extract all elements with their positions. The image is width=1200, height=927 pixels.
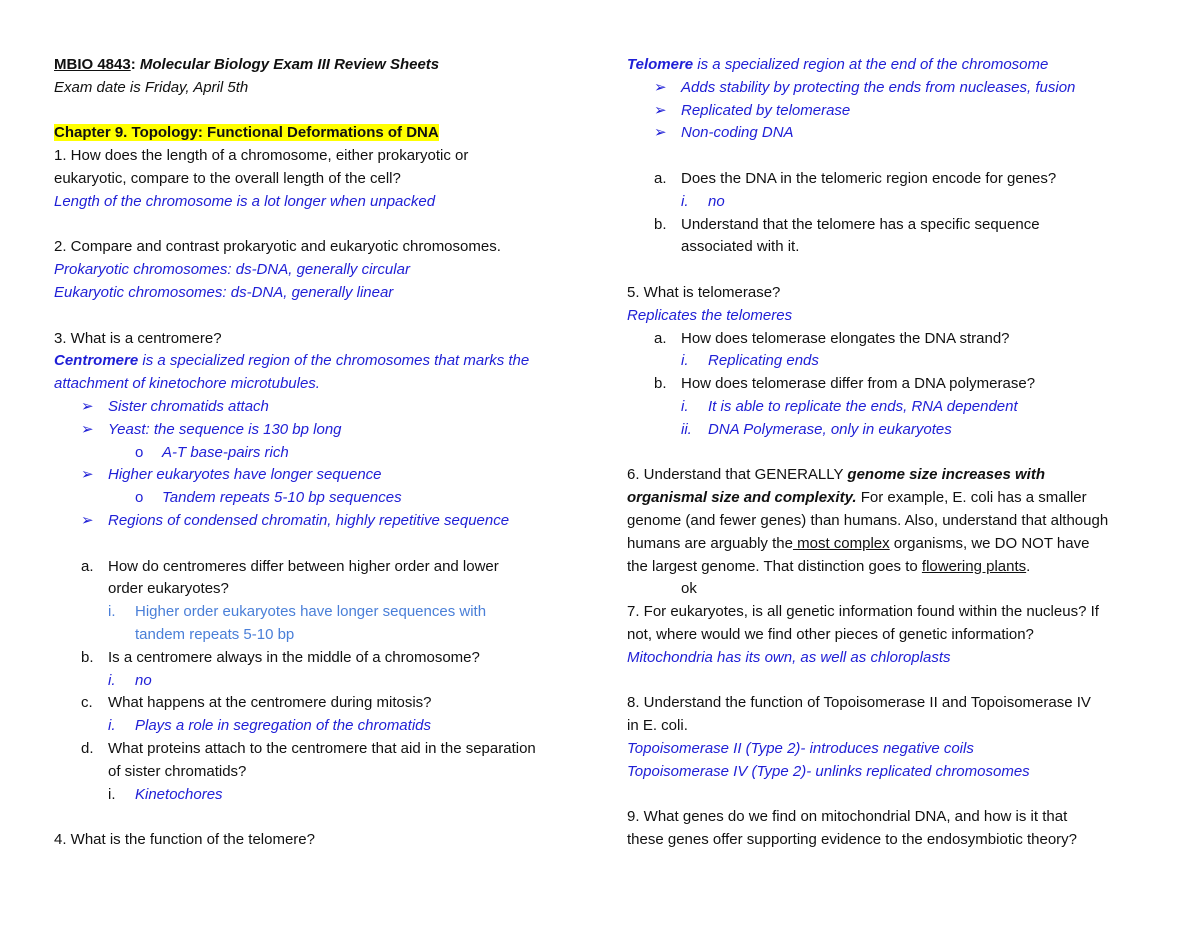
arrow-bullet-icon: ➢ bbox=[81, 466, 94, 484]
arrow-bullet-icon: ➢ bbox=[654, 124, 667, 142]
q6-line3: genome (and fewer genes) than humans. Also, understand that although bbox=[627, 511, 1109, 529]
q5-sub-b: b. How does telomerase differ from a DNA polymerase? bbox=[654, 375, 1036, 393]
list-item: ➢ Higher eukaryotes have longer sequence bbox=[54, 464, 584, 487]
q5-sub-a: a. How does telomerase elongates the DNA strand? bbox=[654, 329, 1010, 347]
course-code: MBIO 4843 bbox=[54, 56, 131, 73]
a8-topo-ii: Topoisomerase II (Type 2)- introduces negative coils bbox=[627, 739, 974, 757]
q6-line4: humans are arguably the most complex organisms, we DO NOT have bbox=[627, 534, 1090, 552]
chapter-heading: Chapter 9. Topology: Functional Deformations of DNA bbox=[54, 124, 439, 142]
header-line bbox=[54, 54, 584, 77]
list-item: ➢ Yeast: the sequence is 130 bp long bbox=[54, 419, 584, 442]
arrow-bullet-icon: ➢ bbox=[81, 397, 94, 415]
a1: Length of the chromosome is a lot longer when unpacked bbox=[54, 192, 436, 210]
left-column bbox=[54, 54, 584, 852]
arrow-bullet-icon: ➢ bbox=[654, 101, 667, 119]
exam-date: Exam date is Friday, April 5th bbox=[54, 78, 249, 96]
q3: 3. What is a centromere? bbox=[54, 329, 222, 347]
sub-question-a: a. Does the DNA in the telomeric region encode for genes? bbox=[654, 169, 1057, 187]
doc-title: Molecular Biology Exam III Review Sheets bbox=[135, 56, 440, 73]
a5: Replicates the telomeres bbox=[627, 306, 793, 324]
course-colon: : bbox=[130, 56, 136, 73]
q6-line5: the largest genome. That distinction goes to flowering plants. bbox=[627, 557, 1031, 575]
a3-line1: Centromere is a specialized region of the chromosomes that marks the bbox=[54, 352, 530, 370]
arrow-bullet-icon: ➢ bbox=[654, 78, 667, 96]
right-column bbox=[627, 54, 1167, 852]
q9-line1: 9. What genes do we find on mitochondrial DNA, and how is it that bbox=[627, 808, 1068, 826]
q8-line1: 8. Understand the function of Topoisomerase II and Topoisomerase IV bbox=[627, 694, 1091, 712]
q5-sub-b-answer-1: i. It is able to replicate the ends, RNA dependent bbox=[681, 397, 1018, 415]
list-item: ➢ Adds stability by protecting the ends from nucleases, fusion bbox=[627, 77, 1167, 100]
sub-question-c: c. What happens at the centromere during mitosis? bbox=[81, 694, 432, 712]
centromere-term: Centromere bbox=[54, 352, 139, 370]
a2-prokaryotic: Prokaryotic chromosomes: ds-DNA, generally circular bbox=[54, 261, 410, 279]
a2-eukaryotic: Eukaryotic chromosomes: ds-DNA, generally linear bbox=[54, 283, 394, 301]
list-item: ➢ Regions of condensed chromatin, highly repetitive sequence bbox=[54, 510, 584, 533]
arrow-bullet-icon: ➢ bbox=[81, 511, 94, 529]
sub-answer-a: i. Higher order eukaryotes have longer sequences with tandem repeats 5-10 bp bbox=[108, 603, 487, 643]
sub-answer-a: i. no bbox=[681, 192, 725, 210]
list-subitem: o Tandem repeats 5-10 bp sequences bbox=[54, 487, 584, 510]
list-subitem: o A-T base-pairs rich bbox=[54, 442, 584, 465]
sub-question-b: b. Understand that the telomere has a specific sequence associated with it. bbox=[654, 215, 1040, 256]
sub-answer-b: i. no bbox=[108, 671, 152, 689]
a7: Mitochondria has its own, as well as chloroplasts bbox=[627, 648, 951, 666]
q1-line2: eukaryotic, compare to the overall length of the cell? bbox=[54, 169, 401, 187]
q1-line1: 1. How does the length of a chromosome, either prokaryotic or bbox=[54, 147, 469, 165]
circle-bullet-icon: o bbox=[135, 443, 144, 461]
q6-line2: organismal size and complexity. For example, E. coli has a smaller bbox=[627, 489, 1087, 507]
q8-line2: in E. coli. bbox=[627, 717, 688, 735]
sub-question-a: a. How do centromeres differ between higher order and lower order eukaryotes? bbox=[81, 557, 499, 598]
ok-note: ok bbox=[681, 580, 697, 598]
a3-line2: attachment of kinetochore microtubules. bbox=[54, 375, 320, 393]
list-item: ➢ Non-coding DNA bbox=[627, 122, 1167, 145]
a8-topo-iv: Topoisomerase IV (Type 2)- unlinks replicated chromosomes bbox=[627, 762, 1030, 780]
q5: 5. What is telomerase? bbox=[627, 283, 781, 301]
telomere-def: Telomere is a specialized region at the end of the chromosome bbox=[627, 56, 1049, 73]
arrow-bullet-icon: ➢ bbox=[81, 420, 94, 438]
q6-line1: 6. Understand that GENERALLY genome size increases with bbox=[627, 466, 1045, 484]
telomere-term: Telomere bbox=[627, 56, 694, 73]
circle-bullet-icon: o bbox=[135, 489, 144, 507]
q9-line2: these genes offer supporting evidence to the endosymbiotic theory? bbox=[627, 831, 1078, 849]
q7-line2: not, where would we find other pieces of genetic information? bbox=[627, 625, 1034, 643]
q2: 2. Compare and contrast prokaryotic and eukaryotic chromosomes. bbox=[54, 238, 501, 256]
list-item: ➢ Sister chromatids attach bbox=[54, 396, 584, 419]
sub-question-d: d. What proteins attach to the centromere that aid in the separation of sister chromatids? bbox=[81, 739, 536, 780]
q5-sub-a-answer: i. Replicating ends bbox=[681, 352, 819, 370]
sub-question-b: b. Is a centromere always in the middle of a chromosome? bbox=[81, 648, 480, 666]
sub-answer-d: i. Kinetochores bbox=[108, 785, 223, 803]
q5-sub-b-answer-2: ii. DNA Polymerase, only in eukaryotes bbox=[681, 420, 952, 438]
q7-line1: 7. For eukaryotes, is all genetic information found within the nucleus? If bbox=[627, 603, 1099, 621]
sub-answer-c: i. Plays a role in segregation of the chromatids bbox=[108, 717, 431, 735]
q4: 4. What is the function of the telomere? bbox=[54, 831, 315, 849]
list-item: ➢ Replicated by telomerase bbox=[627, 100, 1167, 123]
